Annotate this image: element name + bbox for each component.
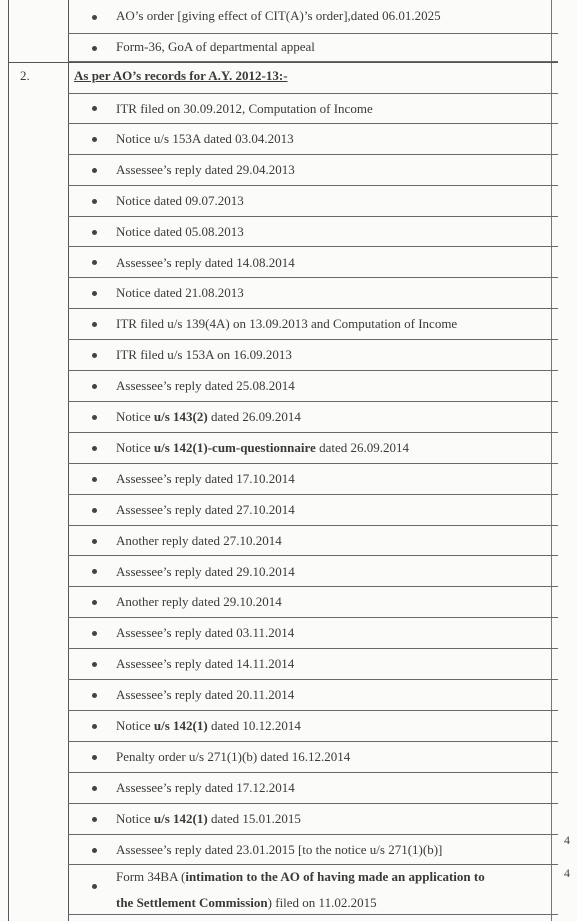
list-item bbox=[68, 526, 558, 557]
bullet-icon bbox=[92, 477, 97, 482]
bullet-icon bbox=[92, 817, 97, 822]
bullet-icon bbox=[92, 724, 97, 729]
list-item-text: Assessee’s reply dated 14.08.2014 bbox=[116, 254, 295, 270]
list-item-text: ITR filed u/s 153A on 16.09.2013 bbox=[116, 347, 292, 363]
list-item-text: Assessee’s reply dated 23.01.2015 [to the notice u/s 271(1)(b)] bbox=[116, 841, 443, 857]
list-item-text-line-1: Form 34BA (intimation to the AO of having made an application to bbox=[116, 868, 485, 884]
bullet-icon bbox=[92, 600, 97, 605]
bullet-icon bbox=[92, 322, 97, 327]
bullet-icon bbox=[92, 291, 97, 296]
list-item bbox=[68, 124, 558, 155]
list-item bbox=[68, 618, 558, 649]
list-item bbox=[68, 155, 558, 186]
list-item-text: Notice dated 05.08.2013 bbox=[116, 223, 244, 239]
bullet-icon bbox=[92, 786, 97, 791]
list-item bbox=[68, 371, 558, 402]
bullet-icon bbox=[92, 662, 97, 667]
list-item bbox=[68, 278, 558, 309]
bullet-icon bbox=[92, 199, 97, 204]
list-item-text: Assessee’s reply dated 29.10.2014 bbox=[116, 563, 295, 579]
list-item bbox=[68, 866, 558, 916]
list-item bbox=[68, 742, 558, 773]
list-item-text: Penalty order u/s 271(1)(b) dated 16.12.2014 bbox=[116, 748, 351, 764]
bullet-icon bbox=[92, 168, 97, 173]
list-item bbox=[68, 340, 558, 371]
list-item-text: ITR filed on 30.09.2012, Computation of Income bbox=[116, 101, 373, 116]
bullet-icon bbox=[92, 46, 97, 51]
list-item bbox=[68, 433, 558, 464]
list-item-text: Notice u/s 142(1)-cum-questionnaire dated 26.09.2014 bbox=[116, 439, 409, 455]
bullet-icon bbox=[92, 693, 97, 698]
list-item-text: Another reply dated 29.10.2014 bbox=[116, 594, 282, 610]
section-heading: As per AO’s records for A.Y. 2012-13:- bbox=[74, 68, 288, 83]
list-item-text: Assessee’s reply dated 14.11.2014 bbox=[116, 656, 295, 672]
bullet-icon bbox=[92, 415, 97, 420]
list-item bbox=[68, 587, 558, 618]
list-item bbox=[68, 557, 558, 588]
bullet-icon bbox=[92, 353, 97, 358]
list-item bbox=[68, 0, 558, 34]
bullet-icon bbox=[92, 260, 97, 265]
page-edge-number: 4 bbox=[564, 866, 570, 880]
list-item-text: Assessee’s reply dated 20.11.2014 bbox=[116, 687, 295, 703]
list-item-text: Assessee’s reply dated 03.11.2014 bbox=[116, 625, 295, 641]
bullet-icon bbox=[92, 884, 97, 889]
bullet-icon bbox=[92, 755, 97, 760]
bullet-icon bbox=[92, 106, 97, 111]
list-item-text: Notice dated 09.07.2013 bbox=[116, 192, 244, 208]
list-item bbox=[68, 680, 558, 711]
list-item bbox=[68, 464, 558, 495]
bullet-icon bbox=[92, 15, 97, 20]
list-item bbox=[68, 711, 558, 742]
bullet-icon bbox=[92, 848, 97, 853]
page-edge-number: 4 bbox=[564, 833, 570, 847]
list-item bbox=[68, 649, 558, 680]
list-item bbox=[68, 402, 558, 433]
list-item-text: AO’s order [giving effect of CIT(A)’s order],dated 06.01.2025 bbox=[116, 8, 441, 23]
bullet-icon bbox=[92, 137, 97, 142]
list-item bbox=[68, 217, 558, 248]
list-item bbox=[68, 93, 558, 124]
list-item-text: Assessee’s reply dated 17.10.2014 bbox=[116, 470, 295, 486]
table-border-left bbox=[8, 0, 9, 921]
bullet-icon bbox=[92, 446, 97, 451]
list-item-text: Notice u/s 143(2) dated 26.09.2014 bbox=[116, 409, 301, 424]
bullet-icon bbox=[92, 384, 97, 389]
list-item bbox=[68, 186, 558, 217]
list-item bbox=[68, 495, 558, 526]
list-item bbox=[68, 804, 558, 835]
list-item-text: Assessee’s reply dated 25.08.2014 bbox=[116, 378, 295, 394]
list-item-text-line-2: the Settlement Commission) filed on 11.02.2015 bbox=[116, 894, 377, 910]
list-item bbox=[68, 309, 558, 340]
bullet-icon bbox=[92, 508, 97, 513]
serial-number: 2. bbox=[20, 68, 30, 83]
list-item bbox=[68, 248, 558, 279]
list-item bbox=[68, 34, 558, 62]
bullet-icon bbox=[92, 230, 97, 235]
list-item-text: Assessee’s reply dated 27.10.2014 bbox=[116, 501, 295, 517]
section-divider bbox=[8, 62, 558, 63]
list-item bbox=[68, 773, 558, 804]
list-item-text: Assessee’s reply dated 29.04.2013 bbox=[116, 161, 295, 177]
list-item-text: Notice u/s 142(1) dated 10.12.2014 bbox=[116, 718, 301, 733]
list-item-text: Another reply dated 27.10.2014 bbox=[116, 532, 282, 548]
list-item-text: Form-36, GoA of departmental appeal bbox=[116, 39, 315, 54]
list-item-text: Notice u/s 142(1) dated 15.01.2015 bbox=[116, 810, 301, 826]
bullet-icon bbox=[92, 631, 97, 636]
list-item-text: ITR filed u/s 139(4A) on 13.09.2013 and Computation of Income bbox=[116, 316, 458, 332]
list-item-text: Notice dated 21.08.2013 bbox=[116, 285, 244, 301]
bullet-icon bbox=[92, 539, 97, 544]
bullet-icon bbox=[92, 569, 97, 574]
list-item-text: Assessee’s reply dated 17.12.2014 bbox=[116, 779, 295, 795]
list-item bbox=[68, 835, 558, 866]
list-item-text: Notice u/s 153A dated 03.04.2013 bbox=[116, 130, 294, 146]
